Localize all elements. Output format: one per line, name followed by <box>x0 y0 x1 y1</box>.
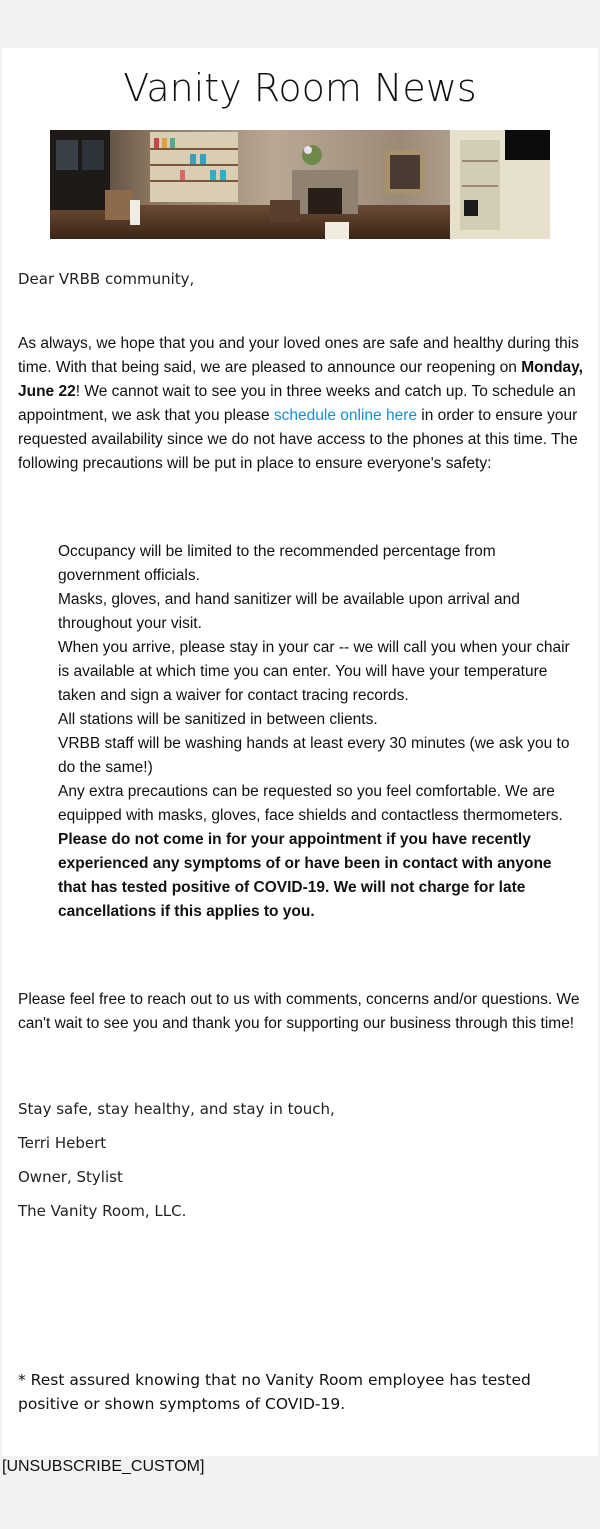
intro-text-3: in order to ensure your requested availability since we do not have access to the phones at this time. The following precautions will be put in place to ensure everyone's safety: <box>18 407 578 472</box>
owner-name: Terri Hebert <box>18 1134 107 1152</box>
footnote: * Rest assured knowing that no Vanity Room employee has tested positive or shown symptoms of COVID-19. <box>18 1371 531 1413</box>
list-item: Occupancy will be limited to the recommended percentage from government officials. <box>58 543 496 584</box>
list-item: When you arrive, please stay in your car -- we will call you when your chair is available at which time you can enter. You will have your temperature taken and sign a waiver for contact tracing records. <box>58 639 570 704</box>
unsubscribe-link[interactable]: [UNSUBSCRIBE_CUSTOM] <box>2 1458 205 1475</box>
intro-paragraph <box>18 332 584 476</box>
closing-paragraph: Please feel free to reach out to us with comments, concerns and/or questions. We can't wait to see you and thank you for supporting our business through this time! <box>18 991 580 1032</box>
reopen-date: Monday, June 22 <box>18 359 583 400</box>
owner-role: Owner, Stylist <box>18 1168 123 1186</box>
signoff-line: Stay safe, stay healthy, and stay in touch, <box>18 1100 335 1118</box>
list-item: VRBB staff will be washing hands at least every 30 minutes (we ask you to do the same!) <box>58 735 570 776</box>
greeting: Dear VRBB community, <box>18 270 195 288</box>
list-item: All stations will be sanitized in between clients. <box>58 711 378 728</box>
intro-text-2: ! We cannot wait to see you in three weeks and catch up. To schedule an appointment, we ask that you please <box>18 383 576 424</box>
email-body <box>2 48 598 1456</box>
intro-text-1: As always, we hope that you and your loved ones are safe and healthy during this time. With that being said, we are pleased to announce our reopening on <box>18 335 579 376</box>
salon-panorama-image <box>50 130 550 239</box>
covid-warning: Please do not come in for your appointment if you have recently experienced any symptoms of or have been in contact with anyone that has tested positive of COVID-19. We will not charge for late cancellations if this applies to you. <box>58 831 552 920</box>
newsletter-title: Vanity Room News <box>123 66 477 110</box>
schedule-online-link[interactable]: schedule online here <box>273 407 417 424</box>
precautions-list <box>58 540 578 924</box>
list-item: Masks, gloves, and hand sanitizer will be available upon arrival and throughout your visit. <box>58 591 520 632</box>
company-name: The Vanity Room, LLC. <box>18 1202 187 1220</box>
list-item: Any extra precautions can be requested so you feel comfortable. We are equipped with masks, gloves, face shields and contactless thermometers. <box>58 783 563 824</box>
